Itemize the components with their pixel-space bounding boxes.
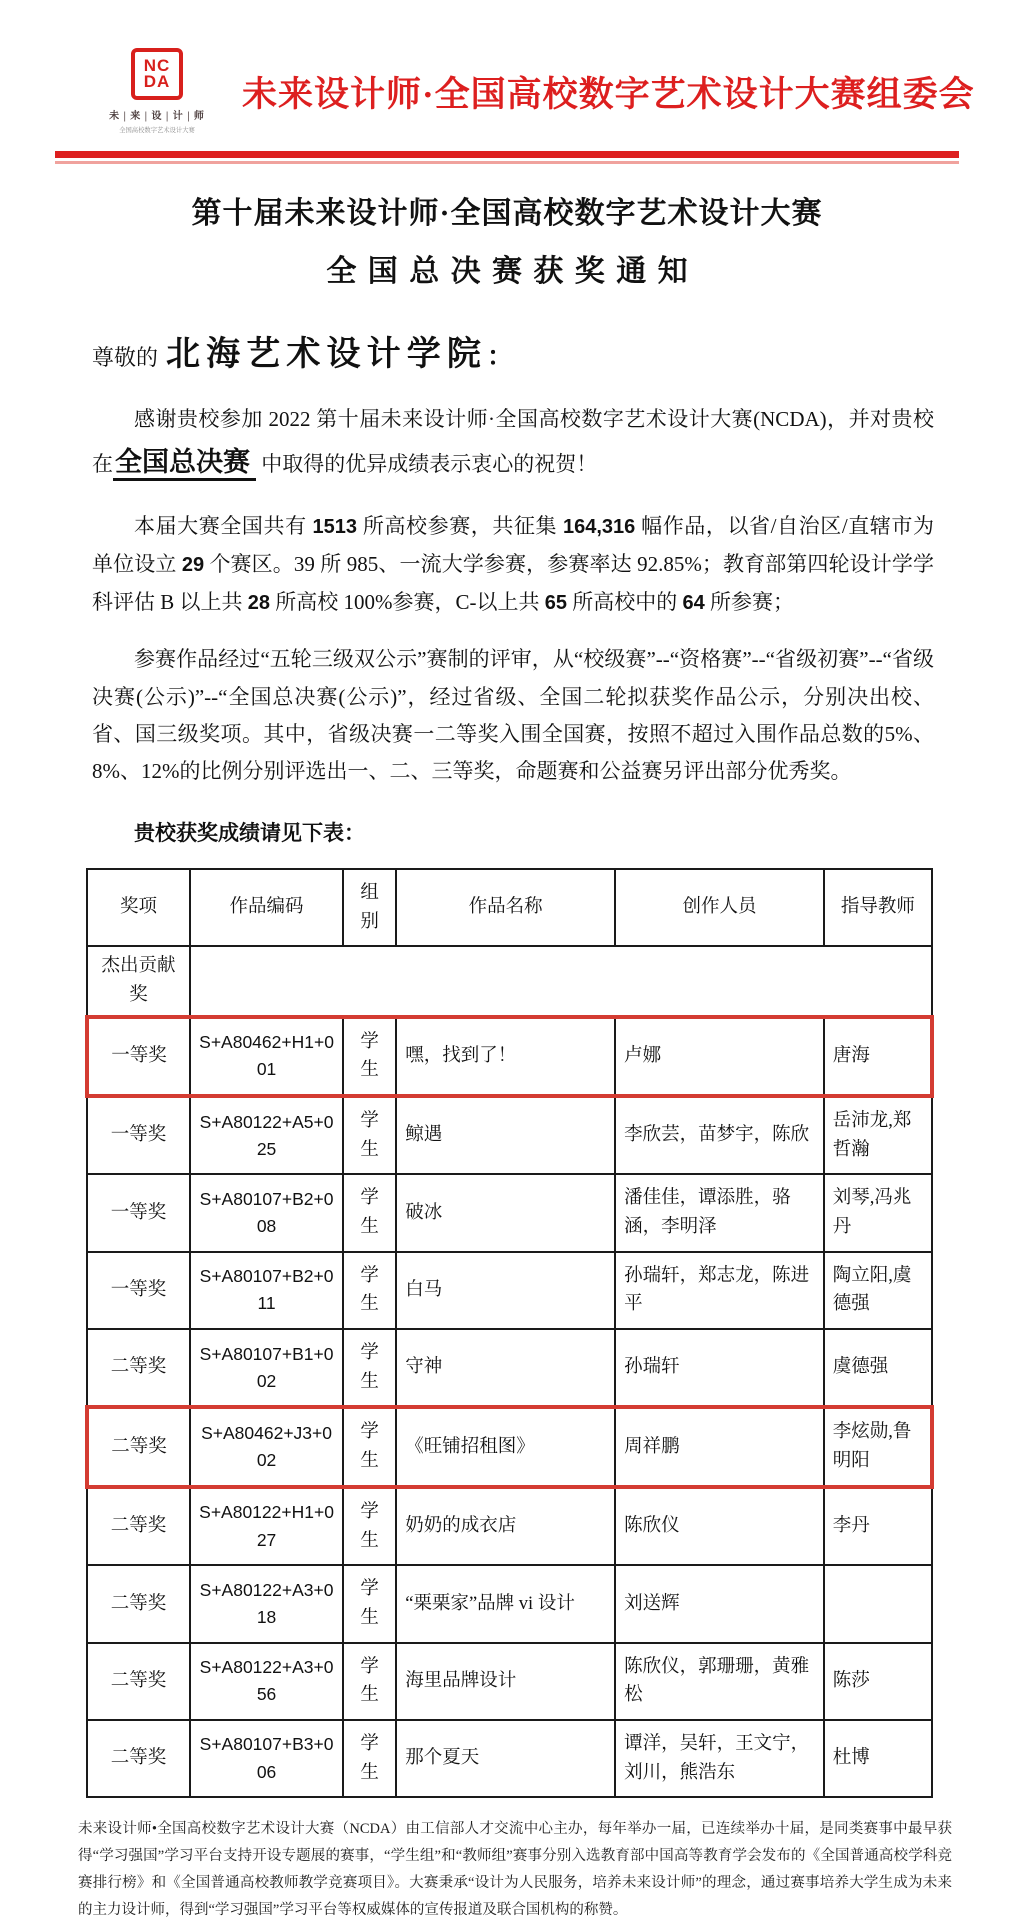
work-code-cell: S+A80122+H1+027 [190, 1487, 343, 1565]
col-header-award: 奖项 [87, 869, 190, 946]
footnote-about-competition: 未来设计师•全国高校数字艺术设计大赛（NCDA）由工信部人才交流中心主办，每年举办一届，已连续举办十届，是同类赛事中最早获得“学习强国”学习平台支持开设专题展的赛事，“学生组”和“教师组”赛事分别入选教育部中国高等教育学会发布的《全国普通高校学科竞赛排行榜》和《全国普通高校教师教学竞赛项目》。大赛秉承“设计为人民服务，培养未来设计师”的理念，通过赛事培养大学生成为未来的主力设计师，得到“学习强国”学习平台等权威媒体的宣传报道及联合国机构的称赞。 [78, 1821, 952, 1918]
awards-table [85, 868, 934, 1798]
advisors-cell: 李炫勋,鲁明阳 [824, 1407, 932, 1486]
text-segment: 64 [682, 591, 705, 614]
work-code-cell: S+A80107+B2+008 [190, 1174, 343, 1251]
work-name-cell: “栗栗家”品牌 vi 设计 [396, 1565, 615, 1642]
work-name-cell: 嘿，找到了！ [396, 1017, 615, 1096]
work-name-cell: 奶奶的成衣店 [396, 1487, 615, 1565]
document-title [0, 188, 1014, 290]
text-segment: 所高校参赛，共征集 [357, 514, 563, 539]
group-cell: 学生 [343, 1720, 396, 1797]
table-row-outstanding-contribution [87, 946, 932, 1016]
creators-cell: 刘送辉 [615, 1565, 824, 1642]
work-code-cell: S+A80107+B3+006 [190, 1720, 343, 1797]
header-divider-thick [55, 151, 959, 158]
creators-cell: 陈欣仪，郭珊珊，黄雅松 [615, 1643, 824, 1720]
advisors-cell: 杜博 [824, 1720, 932, 1797]
header-divider [55, 151, 959, 164]
work-name-cell: 海里品牌设计 [396, 1643, 615, 1720]
award-cell: 二等奖 [87, 1487, 190, 1565]
creators-cell: 孙瑞轩 [615, 1329, 824, 1407]
group-cell: 学生 [343, 1565, 396, 1642]
work-code-cell: S+A80462+H1+001 [190, 1017, 343, 1096]
text-segment: 所高校中的 [567, 589, 683, 614]
table-row [87, 1565, 932, 1642]
empty-cell [190, 946, 932, 1016]
work-code-cell: S+A80122+A3+018 [190, 1565, 343, 1642]
paragraph-statistics [92, 508, 934, 621]
text-segment: 所参赛； [704, 589, 795, 614]
table-row [87, 1407, 932, 1486]
text-segment: 所高校 100%参赛，C-以上共 [270, 589, 545, 614]
work-name-cell: 破冰 [396, 1174, 615, 1251]
group-cell: 学生 [343, 1487, 396, 1565]
text-segment: 28 [247, 591, 271, 614]
table-row [87, 1096, 932, 1174]
advisors-cell: 虞德强 [824, 1329, 932, 1407]
advisors-cell: 刘琴,冯兆丹 [824, 1174, 932, 1251]
work-name-cell: 守神 [396, 1329, 615, 1407]
award-cell: 二等奖 [87, 1720, 190, 1797]
work-code-cell: S+A80107+B1+002 [190, 1329, 343, 1407]
advisors-cell: 李丹 [824, 1487, 932, 1565]
recipient-school-name: 北海艺术设计学院 [166, 334, 487, 374]
group-cell: 学生 [343, 1329, 396, 1407]
award-cell: 一等奖 [87, 1096, 190, 1174]
col-header-group: 组别 [343, 869, 396, 946]
award-cell: 二等奖 [87, 1407, 190, 1486]
ncda-logo-icon [131, 48, 183, 100]
table-row [87, 1017, 932, 1096]
work-name-cell: 白马 [396, 1252, 615, 1329]
organizer-title: 未来设计师·全国高校数字艺术设计大赛组委会 [242, 74, 975, 114]
work-name-cell: 《旺铺招租图》 [396, 1407, 615, 1486]
text-segment: 1513 [312, 516, 358, 539]
logo-name-text: 未 | 来 | 设 | 计 | 师 [109, 111, 205, 122]
work-name-cell: 鲸遇 [396, 1096, 615, 1174]
award-cell: 一等奖 [87, 1252, 190, 1329]
text-segment: 全国总决赛 [113, 447, 256, 481]
text-segment: 中取得的优异成绩表示衷心的祝贺！ [256, 452, 598, 477]
award-cell: 杰出贡献奖 [87, 946, 190, 1016]
group-cell: 学生 [343, 1017, 396, 1096]
table-row [87, 1487, 932, 1565]
advisors-cell [824, 1565, 932, 1642]
ncda-logo [98, 48, 216, 135]
text-segment: 参赛作品经过“五轮三级双公示”赛制的评审，从“校级赛”--“资格赛”--“省级初赛”--“省级决赛(公示)”--“全国总决赛(公示)”，经过省级、全国二轮拟获奖作品公示，分别决出校、省、国三级奖项。其中，省级决赛一二等奖入围全国赛，按照不超过入围作品总数的5%、8%、12%的比例分别评选出一、二、三等奖，命题赛和公益赛另评出部分优秀奖。 [92, 647, 934, 784]
salutation [92, 326, 934, 375]
letterhead [0, 0, 1014, 145]
work-code-cell: S+A80107+B2+011 [190, 1252, 343, 1329]
advisors-cell: 唐海 [824, 1017, 932, 1096]
text-segment: 幅作品，以省/自治区/直辖市为单位设立 [92, 514, 934, 577]
logo-subtitle-text: 全国高校数字艺术设计大赛 [119, 126, 195, 134]
document-title-line2: 全国总决赛获奖通知 [326, 255, 699, 288]
document-title-line1: 第十届未来设计师·全国高校数字艺术设计大赛 [191, 197, 823, 230]
award-cell: 二等奖 [87, 1565, 190, 1642]
awards-table-wrap [85, 868, 934, 1798]
award-cell: 二等奖 [87, 1329, 190, 1407]
awards-table-header-row [87, 869, 932, 946]
creators-cell: 周祥鹏 [615, 1407, 824, 1486]
table-row [87, 1720, 932, 1797]
group-cell: 学生 [343, 1252, 396, 1329]
creators-cell: 陈欣仪 [615, 1487, 824, 1565]
creators-cell: 谭洋，吴轩，王文宁，刘川，熊浩东 [615, 1720, 824, 1797]
paragraph-review-process [92, 641, 934, 791]
text-segment: 本届大赛全国共有 [134, 514, 313, 539]
logo-glyph-bottom: DA [143, 72, 171, 91]
col-header-advisors: 指导教师 [824, 869, 932, 946]
table-row [87, 1252, 932, 1329]
paragraph-congratulations [92, 401, 934, 486]
group-cell: 学生 [343, 1643, 396, 1720]
advisors-cell: 岳沛龙,郑哲瀚 [824, 1096, 932, 1174]
group-cell: 学生 [343, 1407, 396, 1486]
col-header-code: 作品编码 [190, 869, 343, 946]
salutation-colon: ： [486, 342, 513, 371]
table-row [87, 1174, 932, 1251]
text-segment: 29 [181, 554, 205, 577]
text-segment: 个赛区。39 所 985、一流大学参赛，参赛率达 92.85%；教育部第四轮设计学学科评估 B 以上共 [92, 552, 934, 614]
group-cell: 学生 [343, 1174, 396, 1251]
group-cell: 学生 [343, 1096, 396, 1174]
header-divider-thin [55, 161, 959, 164]
text-segment: 164,316 [562, 516, 636, 539]
advisors-cell: 陈莎 [824, 1643, 932, 1720]
table-row [87, 1643, 932, 1720]
award-cell: 一等奖 [87, 1174, 190, 1251]
salutation-prefix: 尊敬的 [92, 345, 159, 370]
text-segment: 感谢贵校参加 2022 第十届未来设计师·全国高校数字艺术设计大赛(NCDA)，并对贵校在 [92, 407, 934, 477]
logo-glyph-top: NC [143, 55, 171, 75]
col-header-work: 作品名称 [396, 869, 615, 946]
text-segment: 65 [544, 591, 568, 614]
award-cell: 一等奖 [87, 1017, 190, 1096]
col-header-creators: 创作人员 [615, 869, 824, 946]
creators-cell: 孙瑞轩，郑志龙，陈进平 [615, 1252, 824, 1329]
work-code-cell: S+A80122+A5+025 [190, 1096, 343, 1174]
creators-cell: 卢娜 [615, 1017, 824, 1096]
work-code-cell: S+A80122+A3+056 [190, 1643, 343, 1720]
award-cell: 二等奖 [87, 1643, 190, 1720]
table-intro-line: 贵校获奖成绩请见下表： [134, 820, 365, 845]
creators-cell: 李欣芸，苗梦宇，陈欣 [615, 1096, 824, 1174]
work-name-cell: 那个夏天 [396, 1720, 615, 1797]
work-code-cell: S+A80462+J3+002 [190, 1407, 343, 1486]
advisors-cell: 陶立阳,虞德强 [824, 1252, 932, 1329]
table-row [87, 1329, 932, 1407]
creators-cell: 潘佳佳，谭添胜，骆涵，李明泽 [615, 1174, 824, 1251]
